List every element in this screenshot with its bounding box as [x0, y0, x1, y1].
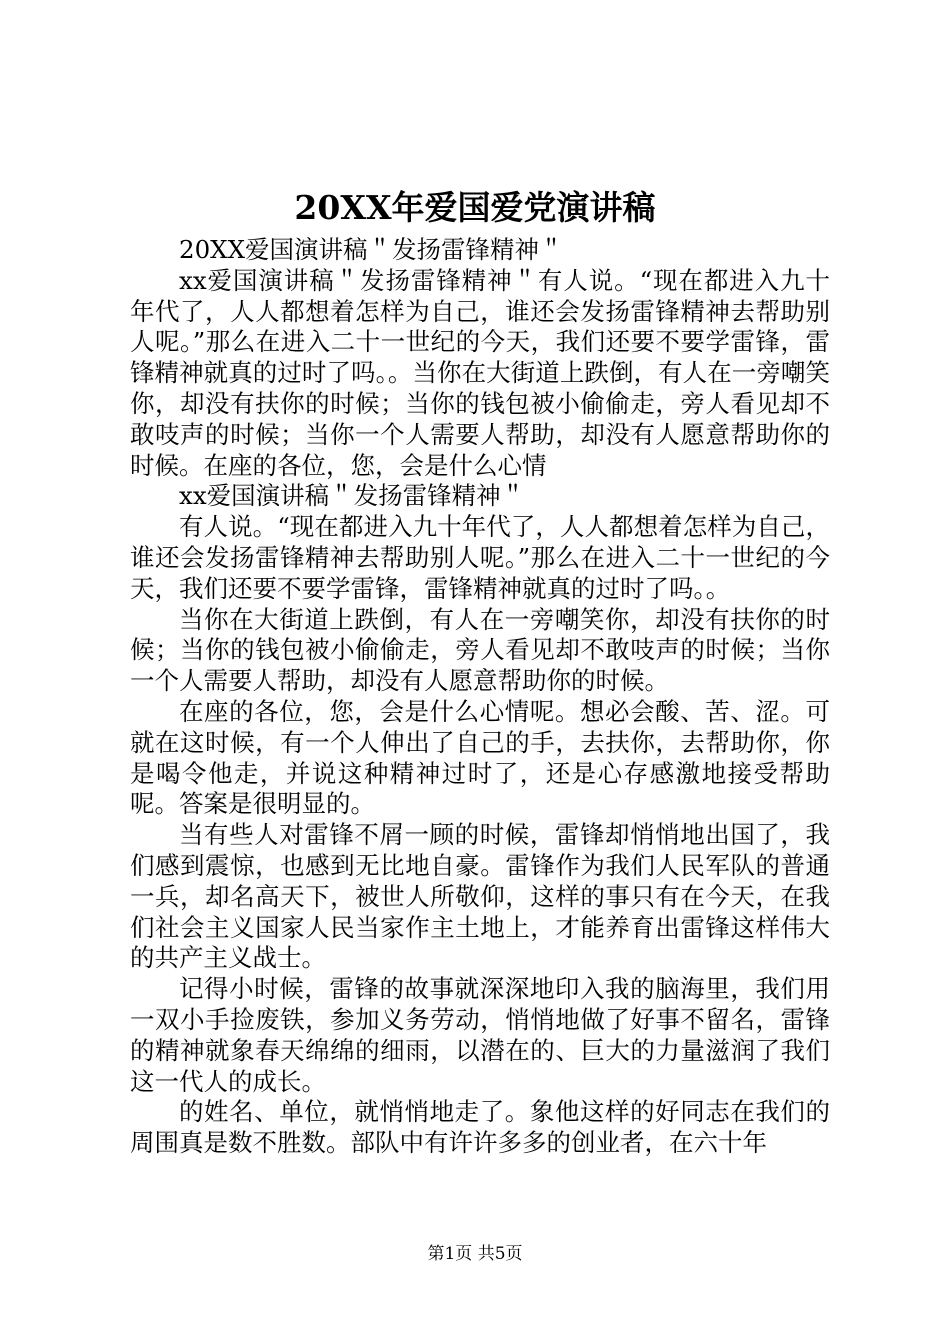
paragraph: 有人说。“现在都进入九十年代了，人人都想着怎样为自己，谁还会发扬雷锋精神去帮助别人呢。”那么在进入二十一世纪的今天，我们还要不要学雷锋，雷锋精神就真的过时了吗。。 — [130, 512, 830, 603]
paragraph: 当你在大街道上跌倒，有人在一旁嘲笑你，却没有扶你的时候；当你的钱包被小偷偷走，旁人看见却不敢吱声的时候；当你一个人需要人帮助，却没有人愿意帮助你的时候。 — [130, 604, 830, 696]
page-indicator: 第1页 共5页 — [427, 1244, 523, 1264]
document-title: 20XX年爱国爱党演讲稿 — [294, 188, 656, 227]
document-body — [130, 235, 830, 1159]
paragraph: xx爱国演讲稿＂发扬雷锋精神＂ — [179, 481, 526, 511]
paragraph: 的姓名、单位，就悄悄地走了。象他这样的好同志在我们的周围真是数不胜数。部队中有许许多多的创业者，在六十年 — [130, 1097, 830, 1158]
paragraph: 当有些人对雷锋不屑一顾的时候，雷锋却悄悄地出国了，我们感到震惊，也感到无比地自豪。雷锋作为我们人民军队的普通一兵，却名高天下，被世人所敬仰，这样的事只有在今天，在我们社会主义国家人民当家作主土地上，才能养育出雷锋这样伟大的共产主义战士。 — [130, 820, 830, 973]
paragraph: xx爱国演讲稿＂发扬雷锋精神＂有人说。“现在都进入九十年代了，人人都想着怎样为自己，谁还会发扬雷锋精神去帮助别人呢。”那么在进入二十一世纪的今天，我们还要不要学雷锋，雷锋精神就真的过时了吗。。当你在大街道上跌倒，有人在一旁嘲笑你，却没有扶你的时候；当你的钱包被小偷偷走，旁人看见却不敢吱声的时候；当你一个人需要人帮助，却没有人愿意帮助你的时候。在座的各位，您，会是什么心情 — [130, 265, 830, 480]
paragraph: 记得小时候，雷锋的故事就深深地印入我的脑海里，我们用一双小手捡废铁，参加义务劳动，悄悄地做了好事不留名，雷锋的精神就象春天绵绵的细雨，以潜在的、巨大的力量滋润了我们这一代人的成长。 — [130, 974, 830, 1096]
paragraph: 在座的各位，您，会是什么心情呢。想必会酸、苦、涩。可就在这时候，有一个人伸出了自己的手，去扶你，去帮助你，你是喝令他走，并说这种精神过时了，还是心存感激地接受帮助呢。答案是很明显的。 — [130, 696, 830, 819]
paragraph: 20XX爱国演讲稿＂发扬雷锋精神＂ — [179, 235, 564, 264]
